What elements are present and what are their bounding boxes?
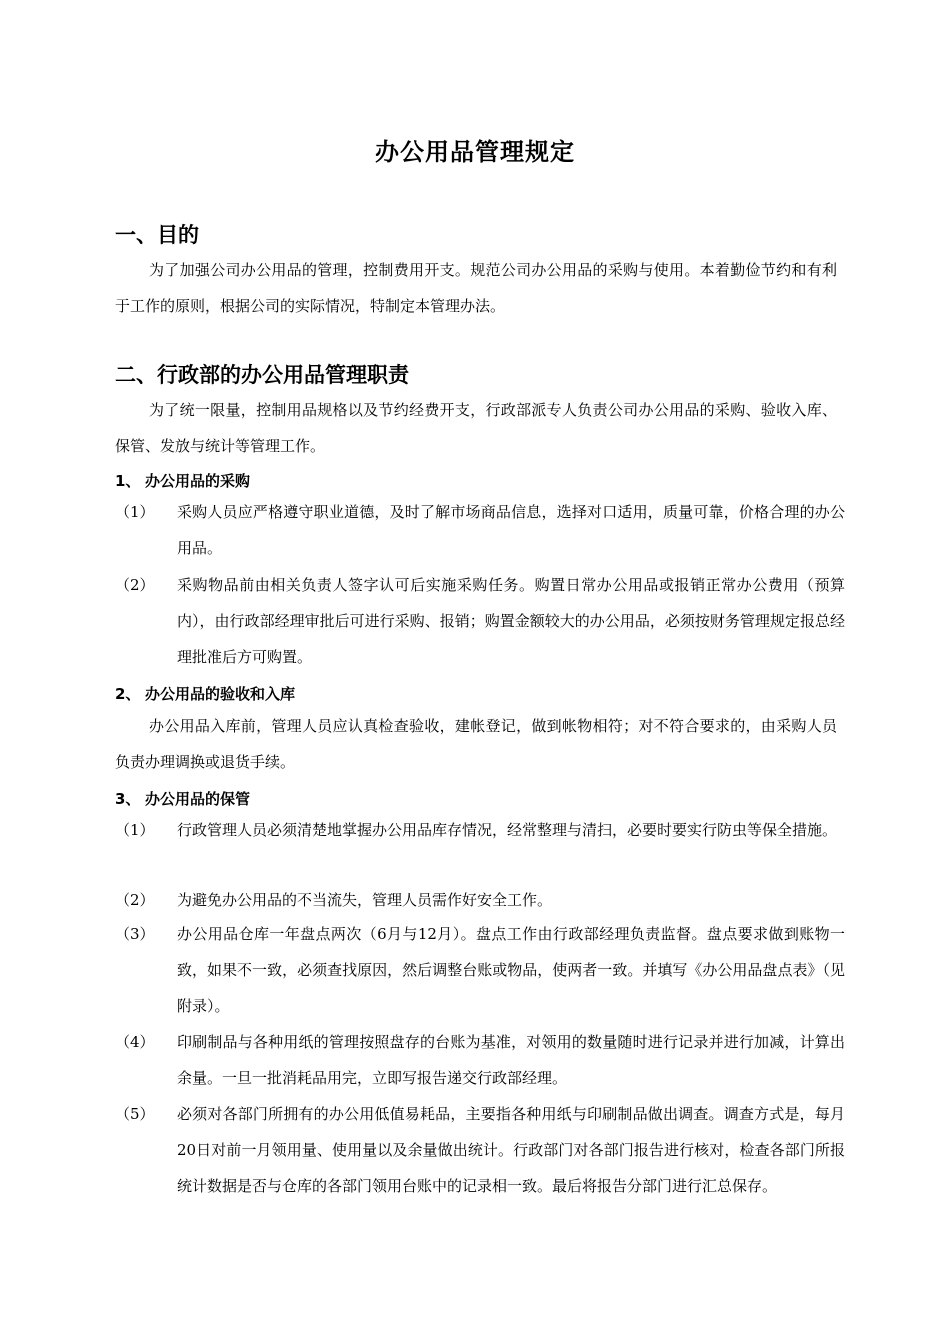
list-item-text: 办公用品仓库一年盘点两次（6月与12月）。盘点工作由行政部经理负责监督。盘点要求做到账物一致，如果不一致，必须查找原因，然后调整台账或物品，使两者一致。并填写《办公用品盘点表》（见附录）。 [177, 925, 845, 1015]
list-item-number: （1） [115, 503, 155, 521]
list-item [115, 567, 845, 675]
list-item [115, 494, 845, 566]
list-item [115, 812, 845, 848]
list-item-text: 采购人员应严格遵守职业道德，及时了解市场商品信息，选择对口适用，质量可靠，价格合理的办公用品。 [177, 503, 845, 557]
list-item-text: 为避免办公用品的不当流失，管理人员需作好安全工作。 [177, 891, 553, 909]
subsection-heading-acceptance [115, 683, 295, 704]
subsection-heading-procurement [115, 470, 250, 491]
section-heading-purpose: 一、目的 [115, 223, 199, 247]
subsection-title: 办公用品的采购 [145, 472, 251, 490]
list-item-text: 印刷制品与各种用纸的管理按照盘存的台账为基准，对领用的数量随时进行记录并进行加减，计算出余量。一旦一批消耗品用完，立即写报告递交行政部经理。 [177, 1033, 845, 1087]
list-item-number: （2） [115, 576, 155, 594]
subsection-title: 办公用品的验收和入库 [145, 685, 296, 703]
subsection-number: 3、 [115, 790, 141, 808]
subsection-number: 2、 [115, 685, 141, 703]
subsection-number: 1、 [115, 472, 141, 490]
list-item-text: 必须对各部门所拥有的办公用低值易耗品，主要指各种用纸与印刷制品做出调查。调查方式是，每月20日对前一月领用量、使用量以及余量做出统计。行政部门对各部门报告进行核对，检查各部门所报统计数据是否与仓库的各部门领用台账中的记录相一致。最后将报告分部门进行汇总保存。 [177, 1105, 845, 1195]
list-item [115, 882, 845, 918]
subsection-title: 办公用品的保管 [145, 790, 251, 808]
list-item [115, 1096, 845, 1204]
list-item-text: 采购物品前由相关负责人签字认可后实施采购任务。购置日常办公用品或报销正常办公费用（预算内），由行政部经理审批后可进行采购、报销；购置金额较大的办公用品，必须按财务管理规定报总经理批准后方可购置。 [177, 576, 845, 666]
list-item-number: （2） [115, 891, 155, 909]
list-item-number: （1） [115, 821, 155, 839]
section-heading-admin-duties: 二、行政部的办公用品管理职责 [115, 363, 409, 387]
document-title: 办公用品管理规定 [375, 138, 575, 166]
section-paragraph-admin-duties: 为了统一限量，控制用品规格以及节约经费开支，行政部派专人负责公司办公用品的采购、验收入库、保管、发放与统计等管理工作。 [115, 401, 837, 455]
list-item [115, 916, 845, 1024]
list-item-text: 行政管理人员必须清楚地掌握办公用品库存情况，经常整理与清扫，必要时要实行防虫等保全措施。 [177, 821, 838, 839]
list-item-number: （5） [115, 1105, 155, 1123]
subsection-heading-storage [115, 788, 250, 809]
list-item-number: （4） [115, 1033, 155, 1051]
subsection-paragraph-acceptance: 办公用品入库前，管理人员应认真检查验收，建帐登记，做到帐物相符；对不符合要求的，由采购人员负责办理调换或退货手续。 [115, 717, 837, 771]
list-item [115, 1024, 845, 1096]
section-paragraph-purpose: 为了加强公司办公用品的管理，控制费用开支。规范公司办公用品的采购与使用。本着勤俭节约和有利于工作的原则，根据公司的实际情况，特制定本管理办法。 [115, 261, 837, 315]
list-item-number: （3） [115, 925, 155, 943]
